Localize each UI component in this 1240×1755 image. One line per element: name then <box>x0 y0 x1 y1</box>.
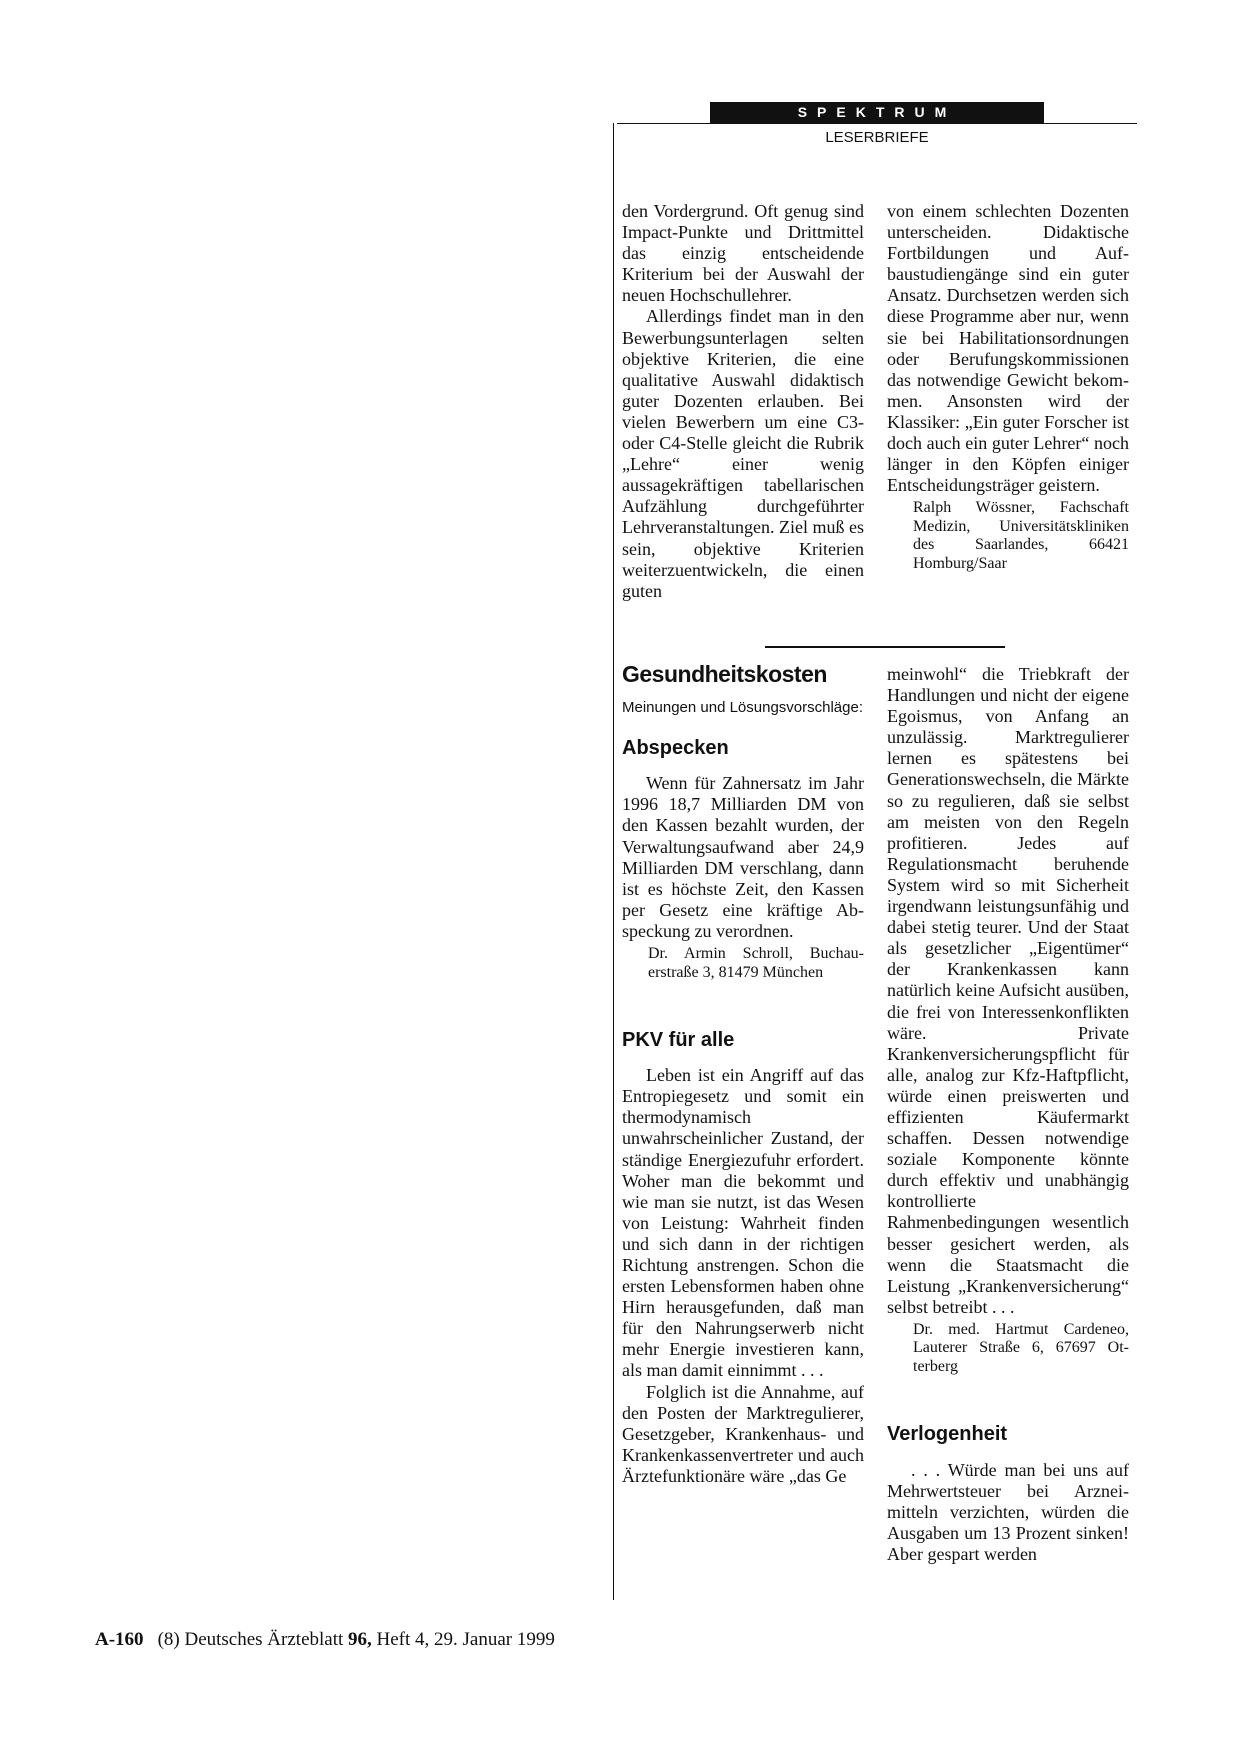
rubric-label: LESERBRIEFE <box>825 129 929 146</box>
letter-signature: Dr. Armin Schroll, Buchauerstraße 3, 81479 München <box>648 945 864 981</box>
letter-title-pkv: PKV für alle <box>622 1029 735 1052</box>
citation-post: Heft 4, 29. Januar 1999 <box>371 1629 555 1650</box>
letter-title-verlogenheit: Verlogenheit <box>887 1423 1008 1446</box>
paragraph: von einem schlechten Dozenten unterscheiden. Didaktische Fortbildungen und Aufbaustudiengänge sind ein guter Ansatz. Durchsetzen werden sich diese Programme aber nur, wenn sie bei Habilitationsordnungen oder Berufungskommissionen das notwendige Gewicht bekommen. Ansonsten wird der Klassiker: „Ein guter Forscher ist doch auch ein guter Lehrer“ noch länger in den Köpfen einiger Entscheidungsträger geistern. <box>887 201 1129 496</box>
paragraph: . . . Würde man bei uns auf Mehrwertsteuer bei Arzneimitteln verzichten, würden die Ausgaben um 13 Prozent sinken! Aber gespart werden <box>887 1459 1129 1564</box>
health-costs-right-column <box>887 664 1129 1565</box>
citation-volume: 96, <box>348 1629 372 1650</box>
page-footer <box>95 1629 555 1651</box>
paragraph: Folglich ist die Annahme, auf den Posten der Marktregulierer, Gesetzgeber, Krankenhaus- und Krankenkassenvertreter und auch Ärztefunktionäre wäre „das Ge <box>622 1381 864 1486</box>
letter-title-abspecken: Abspecken <box>622 737 729 760</box>
section-title: Gesundheitskosten <box>622 661 827 687</box>
section-banner: SPEKTRUM <box>710 102 1044 123</box>
letter-signature: Dr. med. Hartmut Cardeneo, Lauterer Straße 6, 67697 Otterberg <box>913 1320 1129 1375</box>
paragraph: den Vordergrund. Oft genug sind Impact-Punkte und Drittmittel das einzig entscheidende Kriterium bei der Auswahl der neuen Hochschullehrer. <box>622 201 864 306</box>
paragraph: Allerdings findet man in den Bewerbungsunterlagen selten objektive Kriterien, die eine qualitative Auswahl didaktisch guter Dozenten erlauben. Bei vielen Bewerbern um eine C3- oder C4-Stelle gleicht die Rubrik „Lehre“ einer wenig aussagekräftigen tabellarischen Aufzählung durchgeführter Lehrveranstaltungen. Ziel muß es sein, objektive Kriterien weiterzuentwickeln, die einen guten <box>622 306 864 601</box>
letter-top-right-column <box>887 201 1129 573</box>
paragraph: Wenn für Zahnersatz im Jahr 1996 18,7 Milliarden DM von den Kassen bezahlt wurden, der Verwaltungsaufwand aber 24,9 Milliarden DM verschlang, dann ist es höchste Zeit, den Kassen per Gesetz eine kräftige Abspeckung zu verordnen. <box>622 773 864 941</box>
paragraph: meinwohl“ die Triebkraft der Handlungen und nicht der eigene Egoismus, von Anfang an unzulässig. Marktregulierer lernen es spätestens bei Generationswechseln, die Märkte so zu regulieren, daß sie selbst am meisten von den Regeln profitieren. Jedes auf Regulationsmacht beruhende System wird so mit Sicherheit irgendwann leistungsunfähig und dabei stetig teurer. Und der Staat als gesetzlicher „Eigentümer“ der Krankenkassen kann natürlich keine Aufsicht ausüben, die frei von Interessenkonflikten wäre. Private Krankenversicherungspflicht für alle, analog zur Kfz-Haftpflicht, würde einen preiswerten und effizienten Käufermarkt schaffen. Dessen notwendige soziale Komponente könnte durch effektiv und unabhängig kontrollierte Rahmenbedingungen wesentlich besser gesichert werden, als wenn die Staatsmacht die Leistung „Krankenversicherung“ selbst betreibt . . . <box>887 664 1129 1317</box>
section-subtitle: Meinungen und Lösungsvorschläge: <box>622 699 864 717</box>
paragraph: Leben ist ein Angriff auf das Entropiegesetz und somit ein thermodynamisch unwahrscheinlicher Zustand, der ständige Energiezufuhr erfordert. Woher man die bekommt und wie man sie nutzt, ist das Wesen von Leistung: Wahrheit finden und sich dann in der richtigen Richtung anstrengen. Schon die ersten Lebensformen haben ohne Hirn herausgefunden, daß man für den Nahrungserwerb nicht mehr Energie investieren kann, als man damit einnimmt . . . <box>622 1065 864 1381</box>
column-divider <box>613 123 614 1600</box>
health-costs-left-column <box>622 661 864 1487</box>
letter-top-left-column <box>622 201 864 602</box>
citation-pre: (8) Deutsches Ärzteblatt <box>157 1629 349 1650</box>
header-rule <box>617 123 1137 124</box>
letter-signature: Ralph Wössner, Fachschaft Medizin, Universitätskliniken des Saarlandes, 66421 Homburg/Saar <box>913 499 1129 572</box>
section-separator <box>765 646 1005 648</box>
page-number: A-160 <box>95 1629 144 1650</box>
